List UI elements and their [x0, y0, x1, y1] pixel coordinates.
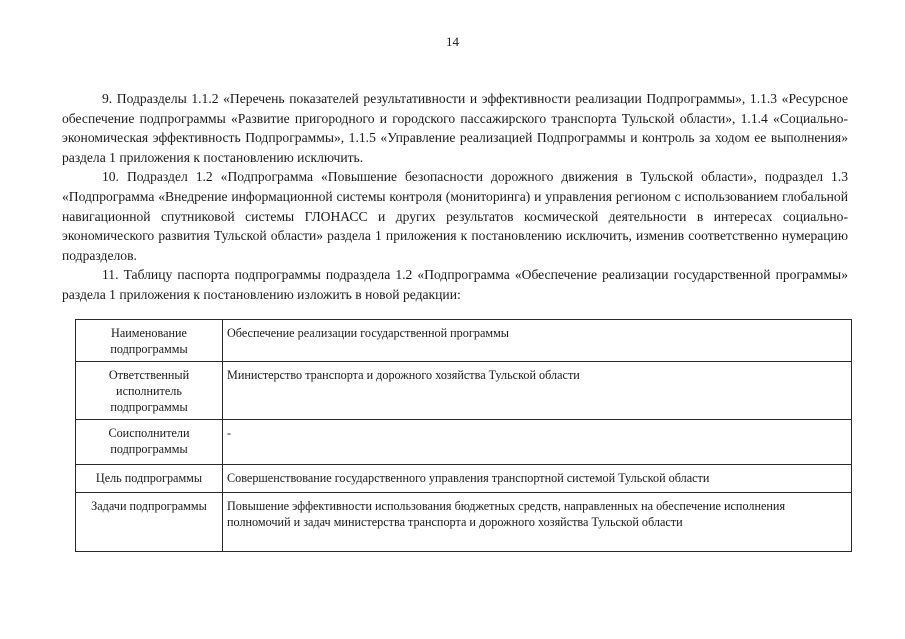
- table-row: [76, 362, 852, 420]
- table-row: [76, 493, 852, 552]
- row-value: Министерство транспорта и дорожного хозяйства Тульской области: [223, 362, 852, 420]
- subprogram-passport-table: [75, 319, 852, 552]
- table-row: [76, 420, 852, 465]
- row-value: Совершенствование государственного управления транспортной системой Тульской области: [223, 465, 852, 493]
- table-row: [76, 465, 852, 493]
- row-label: Наименование подпрограммы: [76, 320, 223, 362]
- row-value: -: [223, 420, 852, 465]
- document-body: [62, 89, 848, 305]
- paragraph-10: 10. Подраздел 1.2 «Подпрограмма «Повышение безопасности дорожного движения в Тульской области», подраздел 1.3 «Подпрограмма «Внедрение информационной системы контроля (мониторинга) и управления регионом с использованием глобальной навигационной спутниковой системы ГЛОНАСС и других результатов космической деятельности в интересах социально-экономического развития Тульской области» раздела 1 приложения к постановлению исключить, изменив соответственно нумерацию подразделов.: [62, 169, 848, 263]
- table-row: [76, 320, 852, 362]
- row-label: Ответственный исполнитель подпрограммы: [76, 362, 223, 420]
- row-label: Соисполнители подпрограммы: [76, 420, 223, 465]
- row-label: Цель подпрограммы: [76, 465, 223, 493]
- page-number: 14: [446, 34, 459, 49]
- paragraph-9: 9. Подразделы 1.1.2 «Перечень показателей результативности и эффективности реализации Подпрограммы», 1.1.3 «Ресурсное обеспечение подпрограммы «Развитие пригородного и городского пассажирского транспорта Тульской области», 1.1.4 «Социально-экономическая эффективность Подпрограммы», 1.1.5 «Управление реализацией Подпрограммы и контроль за ходом ее выполнения» раздела 1 приложения к постановлению исключить.: [62, 91, 848, 165]
- row-label: Задачи подпрограммы: [76, 493, 223, 552]
- paragraph-11: 11. Таблицу паспорта подпрограммы подраздела 1.2 «Подпрограмма «Обеспечение реализации государственной программы» раздела 1 приложения к постановлению изложить в новой редакции:: [62, 267, 848, 302]
- row-value: Обеспечение реализации государственной программы: [223, 320, 852, 362]
- row-value: Повышение эффективности использования бюджетных средств, направленных на обеспечение исполнения полномочий и задач министерства транспорта и дорожного хозяйства Тульской области: [223, 493, 852, 552]
